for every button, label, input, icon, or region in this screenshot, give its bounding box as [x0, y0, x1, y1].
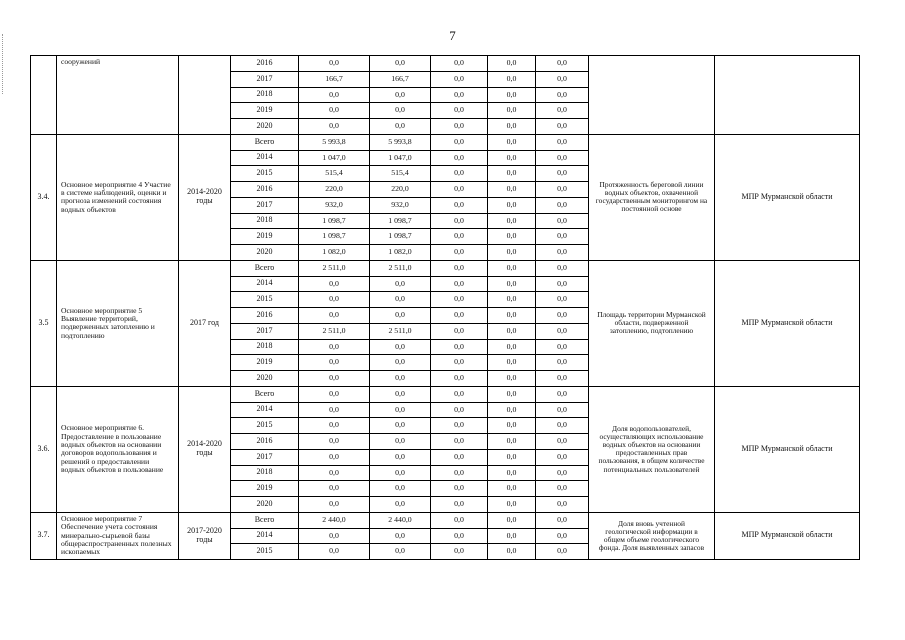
year-cell: 2020 [231, 497, 299, 513]
funding-value-cell: 0,0 [299, 402, 370, 418]
funding-value-cell: 0,0 [370, 276, 431, 292]
funding-value-cell: 0,0 [431, 371, 488, 387]
funding-value-cell: 0,0 [370, 386, 431, 402]
target-indicator: Доля водопользователей, осуществляющих использование водных объектов на основании предоставленных прав пользования, в общем количестве потенциальных пользователей [589, 386, 715, 512]
funding-value-cell: 0,0 [370, 418, 431, 434]
responsible-executor [715, 56, 860, 135]
funding-value-cell: 0,0 [488, 465, 536, 481]
funding-value-cell: 0,0 [488, 497, 536, 513]
funding-value-cell: 0,0 [299, 119, 370, 135]
funding-value-cell: 0,0 [536, 56, 589, 72]
funding-value-cell: 220,0 [370, 182, 431, 198]
table-row [31, 56, 860, 72]
funding-value-cell: 1 098,7 [370, 213, 431, 229]
activity-period: 2014-2020 годы [179, 386, 231, 512]
year-cell: 2020 [231, 119, 299, 135]
funding-value-cell: 0,0 [536, 481, 589, 497]
funding-value-cell: 0,0 [488, 512, 536, 528]
funding-value-cell: 0,0 [370, 497, 431, 513]
funding-value-cell: 0,0 [299, 339, 370, 355]
funding-value-cell: 0,0 [431, 166, 488, 182]
activity-number [31, 56, 57, 135]
funding-value-cell: 1 047,0 [370, 150, 431, 166]
funding-value-cell: 0,0 [299, 528, 370, 544]
funding-value-cell: 0,0 [299, 497, 370, 513]
funding-value-cell: 0,0 [431, 87, 488, 103]
funding-value-cell: 1 082,0 [299, 245, 370, 261]
year-cell: 2016 [231, 182, 299, 198]
funding-value-cell: 0,0 [431, 434, 488, 450]
funding-value-cell: 0,0 [299, 465, 370, 481]
year-cell: 2017 [231, 197, 299, 213]
funding-value-cell: 0,0 [299, 276, 370, 292]
funding-value-cell: 0,0 [488, 292, 536, 308]
funding-value-cell: 0,0 [536, 386, 589, 402]
funding-value-cell: 2 511,0 [370, 260, 431, 276]
year-cell: 2019 [231, 481, 299, 497]
funding-value-cell: 0,0 [536, 245, 589, 261]
funding-value-cell: 5 993,8 [299, 134, 370, 150]
funding-value-cell: 1 082,0 [370, 245, 431, 261]
funding-value-cell: 0,0 [536, 308, 589, 324]
year-cell: 2016 [231, 308, 299, 324]
funding-value-cell: 0,0 [488, 323, 536, 339]
funding-value-cell: 0,0 [536, 465, 589, 481]
funding-value-cell: 0,0 [536, 449, 589, 465]
funding-value-cell: 0,0 [536, 213, 589, 229]
funding-value-cell: 0,0 [431, 229, 488, 245]
funding-value-cell: 0,0 [536, 544, 589, 560]
funding-value-cell: 2 511,0 [299, 260, 370, 276]
target-indicator: Доля вновь учтенной геологической информации в общем объеме геологического фонда. Доля выявленных запасов [589, 512, 715, 559]
year-cell: 2018 [231, 213, 299, 229]
funding-value-cell: 0,0 [488, 134, 536, 150]
responsible-executor: МПР Мурманской области [715, 260, 860, 386]
year-cell: 2016 [231, 56, 299, 72]
table-row [31, 134, 860, 150]
responsible-executor: МПР Мурманской области [715, 386, 860, 512]
program-activities-table [30, 55, 860, 560]
funding-value-cell: 0,0 [299, 434, 370, 450]
funding-value-cell: 0,0 [488, 166, 536, 182]
funding-value-cell: 0,0 [488, 386, 536, 402]
funding-value-cell: 0,0 [536, 323, 589, 339]
funding-value-cell: 0,0 [370, 544, 431, 560]
funding-value-cell: 0,0 [370, 119, 431, 135]
activity-number: 3.6. [31, 386, 57, 512]
target-indicator: Протяженность береговой линии водных объектов, охваченной государственным мониторингом на постоянной основе [589, 134, 715, 260]
funding-value-cell: 0,0 [536, 418, 589, 434]
funding-value-cell: 0,0 [488, 245, 536, 261]
funding-value-cell: 515,4 [299, 166, 370, 182]
year-cell: 2019 [231, 103, 299, 119]
funding-value-cell: 0,0 [536, 166, 589, 182]
year-cell: 2019 [231, 229, 299, 245]
funding-value-cell: 0,0 [536, 134, 589, 150]
funding-value-cell: 2 511,0 [370, 323, 431, 339]
funding-value-cell: 0,0 [536, 355, 589, 371]
funding-value-cell: 0,0 [370, 481, 431, 497]
funding-value-cell: 0,0 [299, 418, 370, 434]
funding-value-cell: 0,0 [299, 544, 370, 560]
funding-value-cell: 0,0 [488, 197, 536, 213]
funding-value-cell: 0,0 [431, 512, 488, 528]
funding-value-cell: 0,0 [370, 402, 431, 418]
funding-value-cell: 0,0 [536, 402, 589, 418]
responsible-executor: МПР Мурманской области [715, 134, 860, 260]
funding-value-cell: 1 047,0 [299, 150, 370, 166]
funding-value-cell: 0,0 [299, 371, 370, 387]
funding-value-cell: 0,0 [431, 528, 488, 544]
table-row [31, 512, 860, 528]
funding-value-cell: 932,0 [370, 197, 431, 213]
funding-value-cell: 2 440,0 [370, 512, 431, 528]
year-cell: 2020 [231, 245, 299, 261]
funding-value-cell: 0,0 [488, 87, 536, 103]
activity-number: 3.4. [31, 134, 57, 260]
funding-value-cell: 2 440,0 [299, 512, 370, 528]
funding-value-cell: 0,0 [488, 402, 536, 418]
activity-name: Основное мероприятие 5 Выявление территорий, подверженных затоплению и подтоплению [57, 260, 179, 386]
funding-value-cell: 0,0 [431, 481, 488, 497]
funding-value-cell: 5 993,8 [370, 134, 431, 150]
activity-name: Основное мероприятие 6. Предоставление в пользование водных объектов на основании договоров водопользования и решений о предоставлении водных объектов в пользование [57, 386, 179, 512]
funding-value-cell: 0,0 [431, 182, 488, 198]
funding-value-cell: 0,0 [370, 355, 431, 371]
funding-value-cell: 0,0 [370, 308, 431, 324]
funding-value-cell: 0,0 [488, 528, 536, 544]
year-cell: 2014 [231, 150, 299, 166]
activity-period: 2017 год [179, 260, 231, 386]
year-cell: 2017 [231, 323, 299, 339]
funding-value-cell: 0,0 [431, 308, 488, 324]
funding-value-cell: 0,0 [431, 323, 488, 339]
funding-value-cell: 0,0 [299, 292, 370, 308]
page-number: 7 [449, 28, 456, 43]
funding-value-cell: 0,0 [431, 150, 488, 166]
funding-value-cell: 932,0 [299, 197, 370, 213]
funding-value-cell: 0,0 [536, 371, 589, 387]
year-cell: 2019 [231, 355, 299, 371]
funding-value-cell: 0,0 [488, 213, 536, 229]
year-cell: 2014 [231, 276, 299, 292]
funding-value-cell: 0,0 [370, 371, 431, 387]
funding-value-cell: 0,0 [431, 260, 488, 276]
funding-value-cell: 0,0 [488, 308, 536, 324]
funding-value-cell: 0,0 [536, 103, 589, 119]
funding-value-cell: 0,0 [431, 418, 488, 434]
funding-value-cell: 0,0 [488, 182, 536, 198]
funding-value-cell: 0,0 [536, 150, 589, 166]
funding-value-cell: 0,0 [488, 71, 536, 87]
year-cell: 2018 [231, 339, 299, 355]
funding-value-cell: 0,0 [431, 544, 488, 560]
funding-value-cell: 0,0 [299, 449, 370, 465]
funding-value-cell: 0,0 [431, 339, 488, 355]
funding-value-cell: 0,0 [431, 103, 488, 119]
year-cell: 2017 [231, 449, 299, 465]
target-indicator [589, 56, 715, 135]
funding-value-cell: 0,0 [431, 292, 488, 308]
funding-value-cell: 166,7 [299, 71, 370, 87]
funding-value-cell: 0,0 [431, 276, 488, 292]
funding-value-cell: 0,0 [299, 355, 370, 371]
funding-value-cell: 0,0 [536, 119, 589, 135]
funding-value-cell: 0,0 [431, 197, 488, 213]
funding-value-cell: 1 098,7 [370, 229, 431, 245]
funding-value-cell: 0,0 [370, 56, 431, 72]
year-cell: 2018 [231, 465, 299, 481]
year-cell: 2015 [231, 544, 299, 560]
funding-value-cell: 515,4 [370, 166, 431, 182]
funding-value-cell: 0,0 [370, 528, 431, 544]
funding-value-cell: 0,0 [536, 71, 589, 87]
funding-value-cell: 0,0 [370, 339, 431, 355]
funding-value-cell: 0,0 [488, 260, 536, 276]
funding-value-cell: 0,0 [488, 150, 536, 166]
funding-value-cell: 0,0 [431, 449, 488, 465]
year-cell: Всего [231, 512, 299, 528]
funding-value-cell: 0,0 [431, 465, 488, 481]
funding-value-cell: 0,0 [488, 481, 536, 497]
funding-value-cell: 0,0 [299, 308, 370, 324]
activity-number: 3.5 [31, 260, 57, 386]
year-cell: 2017 [231, 71, 299, 87]
funding-value-cell: 0,0 [536, 229, 589, 245]
funding-value-cell: 0,0 [431, 71, 488, 87]
table-row [31, 386, 860, 402]
activity-name: Основное мероприятие 4 Участие в системе наблюдений, оценки и прогноза изменений состояния водных объектов [57, 134, 179, 260]
funding-value-cell: 220,0 [299, 182, 370, 198]
funding-value-cell: 0,0 [488, 544, 536, 560]
year-cell: 2015 [231, 292, 299, 308]
funding-value-cell: 0,0 [488, 418, 536, 434]
year-cell: 2018 [231, 87, 299, 103]
year-cell: 2016 [231, 434, 299, 450]
funding-value-cell: 0,0 [488, 56, 536, 72]
funding-value-cell: 1 098,7 [299, 229, 370, 245]
funding-value-cell: 0,0 [536, 528, 589, 544]
year-cell: 2014 [231, 528, 299, 544]
funding-value-cell: 0,0 [299, 56, 370, 72]
activity-period [179, 56, 231, 135]
funding-value-cell: 0,0 [488, 339, 536, 355]
table-row [31, 260, 860, 276]
funding-value-cell: 0,0 [488, 229, 536, 245]
target-indicator: Площадь территории Мурманской области, подверженной затоплению, подтоплению [589, 260, 715, 386]
funding-value-cell: 0,0 [536, 497, 589, 513]
funding-value-cell: 0,0 [370, 449, 431, 465]
funding-value-cell: 2 511,0 [299, 323, 370, 339]
funding-value-cell: 0,0 [488, 371, 536, 387]
funding-value-cell: 0,0 [488, 119, 536, 135]
funding-value-cell: 0,0 [536, 292, 589, 308]
activity-period: 2014-2020 годы [179, 134, 231, 260]
funding-value-cell: 0,0 [536, 512, 589, 528]
funding-value-cell: 0,0 [431, 119, 488, 135]
year-cell: Всего [231, 386, 299, 402]
funding-value-cell: 0,0 [431, 355, 488, 371]
funding-value-cell: 0,0 [488, 276, 536, 292]
year-cell: 2014 [231, 402, 299, 418]
funding-value-cell: 0,0 [536, 87, 589, 103]
funding-value-cell: 0,0 [370, 465, 431, 481]
funding-value-cell: 0,0 [299, 386, 370, 402]
year-cell: Всего [231, 260, 299, 276]
funding-value-cell: 0,0 [431, 245, 488, 261]
funding-value-cell: 0,0 [370, 292, 431, 308]
year-cell: 2015 [231, 166, 299, 182]
funding-value-cell: 0,0 [536, 197, 589, 213]
funding-value-cell: 0,0 [488, 103, 536, 119]
funding-value-cell: 0,0 [299, 87, 370, 103]
funding-value-cell: 0,0 [431, 213, 488, 229]
responsible-executor: МПР Мурманской области [715, 512, 860, 559]
funding-value-cell: 0,0 [488, 449, 536, 465]
funding-value-cell: 0,0 [536, 182, 589, 198]
funding-value-cell: 0,0 [536, 260, 589, 276]
funding-value-cell: 0,0 [370, 103, 431, 119]
funding-value-cell: 0,0 [536, 276, 589, 292]
year-cell: Всего [231, 134, 299, 150]
year-cell: 2020 [231, 371, 299, 387]
funding-value-cell: 0,0 [536, 434, 589, 450]
activity-name: сооружений [57, 56, 179, 135]
funding-value-cell: 0,0 [431, 386, 488, 402]
funding-value-cell: 0,0 [431, 134, 488, 150]
funding-value-cell: 166,7 [370, 71, 431, 87]
funding-value-cell: 0,0 [431, 402, 488, 418]
funding-value-cell: 0,0 [536, 339, 589, 355]
funding-value-cell: 0,0 [299, 103, 370, 119]
year-cell: 2015 [231, 418, 299, 434]
activity-period: 2017-2020 годы [179, 512, 231, 559]
funding-value-cell: 1 098,7 [299, 213, 370, 229]
activity-name: Основное мероприятие 7 Обеспечение учета состояния минерально-сырьевой базы общераспространенных полезных ископаемых [57, 512, 179, 559]
funding-value-cell: 0,0 [488, 355, 536, 371]
funding-value-cell: 0,0 [299, 481, 370, 497]
funding-value-cell: 0,0 [370, 434, 431, 450]
activity-number: 3.7. [31, 512, 57, 559]
funding-value-cell: 0,0 [431, 497, 488, 513]
funding-value-cell: 0,0 [488, 434, 536, 450]
funding-value-cell: 0,0 [431, 56, 488, 72]
funding-value-cell: 0,0 [370, 87, 431, 103]
